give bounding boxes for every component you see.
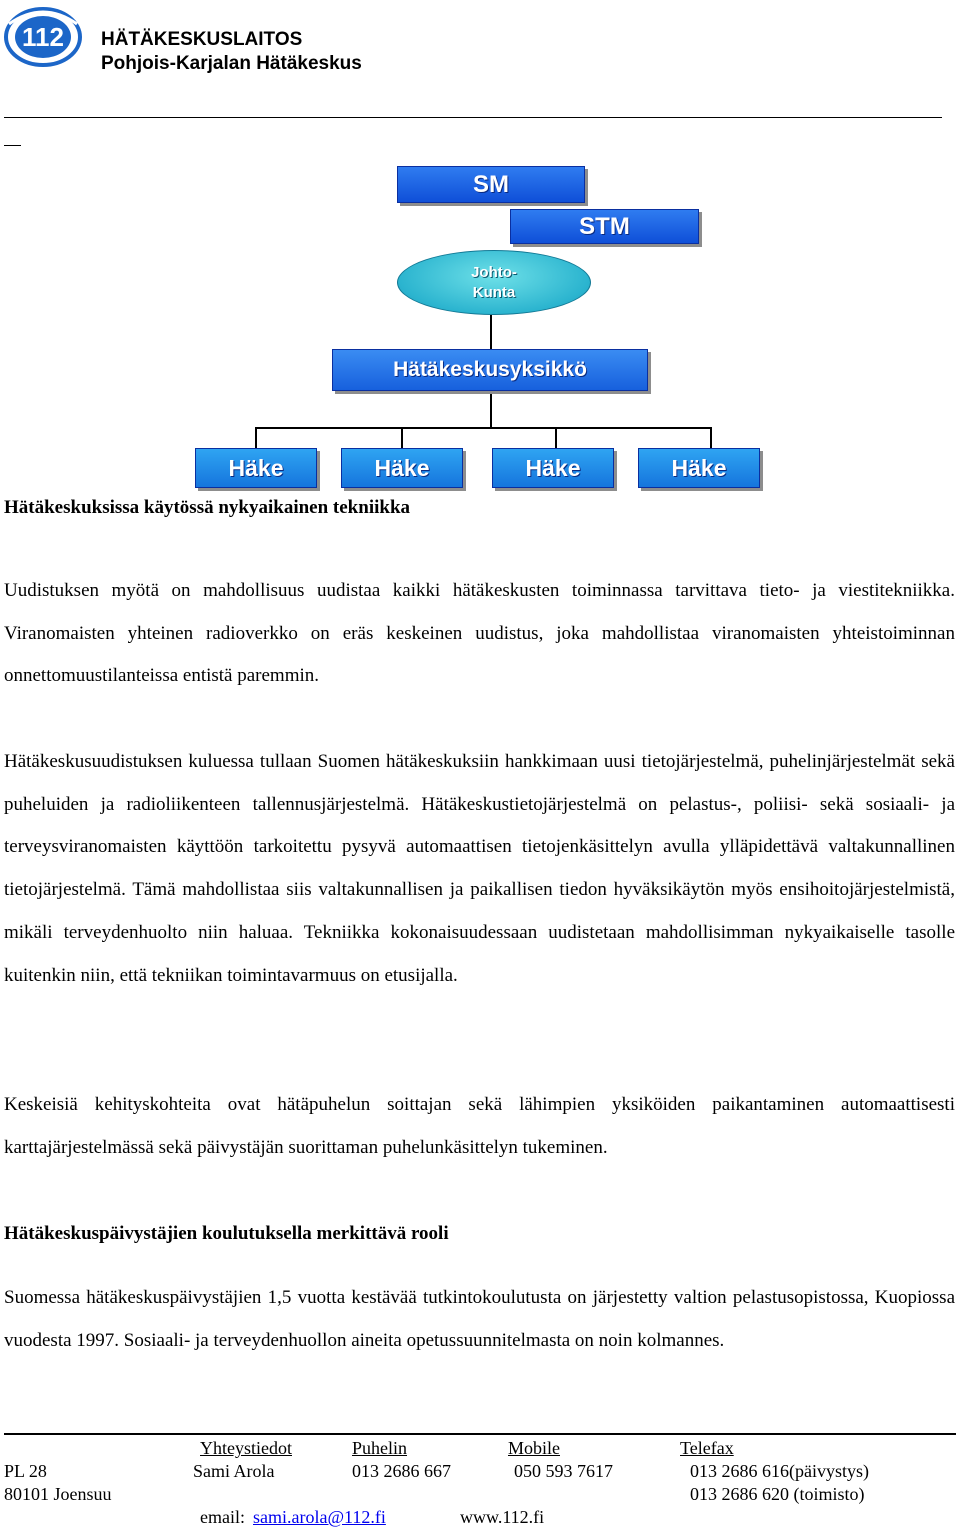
connector-hake-3 bbox=[555, 427, 557, 448]
footer-address-line2: 80101 Joensuu bbox=[4, 1484, 112, 1504]
footer-header-telefax: Telefax bbox=[680, 1438, 734, 1458]
johtokunta-line2: Kunta bbox=[472, 283, 516, 301]
org-name: HÄTÄKESKUSLAITOS bbox=[101, 29, 303, 50]
org-box-hake-4: Häke bbox=[638, 448, 760, 488]
footer-header-mobile: Mobile bbox=[508, 1438, 560, 1458]
footer-mobile: 050 593 7617 bbox=[514, 1461, 613, 1481]
paragraph-kehityskohteet: Keskeisiä kehityskohteita ovat hätäpuhelun soittajan sekä lähimpien yksiköiden paikantaminen automaattisesti karttajärjestelmässä sekä päivystäjän suorittaman puhelunkäsittelyn tukeminen. bbox=[4, 1094, 955, 1158]
footer-contact-name: Sami Arola bbox=[193, 1461, 275, 1481]
connector-trunk bbox=[490, 391, 492, 428]
header-rule-tail bbox=[4, 145, 21, 146]
footer-phone: 013 2686 667 bbox=[352, 1461, 451, 1481]
org-unit: Pohjois-Karjalan Hätäkeskus bbox=[101, 53, 362, 74]
footer-header-phone: Puhelin bbox=[352, 1438, 408, 1458]
footer-email-label: email: bbox=[200, 1507, 245, 1527]
org-box-hake-1: Häke bbox=[195, 448, 317, 488]
johtokunta-line1: Johto- bbox=[471, 263, 517, 281]
footer-rule bbox=[4, 1433, 956, 1435]
footer-telefax-2: 013 2686 620 (toimisto) bbox=[690, 1484, 865, 1504]
section-heading-koulutus: Hätäkeskuspäivystäjien koulutuksella merkittävä rooli bbox=[4, 1223, 449, 1244]
footer-website[interactable]: www.112.fi bbox=[460, 1507, 545, 1527]
org-box-hatakeskusyksikko: Hätäkeskusyksikkö bbox=[332, 349, 648, 391]
paragraph-uudistus: Uudistuksen myötä on mahdollisuus uudistaa kaikki hätäkeskusten toiminnassa tarvittava tieto- ja viestitekniikka. Viranomaisten yhteinen radioverkko on eräs keskeinen uudistus, joka mahdollistaa viranomaisten yhteistoiminnan onnettomuustilanteissa entistä paremmin. bbox=[4, 580, 955, 687]
footer-address-line1: PL 28 bbox=[4, 1461, 47, 1481]
org-box-sm: SM bbox=[397, 166, 585, 203]
connector-hake-1 bbox=[255, 427, 257, 448]
org-box-hake-3: Häke bbox=[492, 448, 614, 488]
connector-johtokunta bbox=[490, 315, 492, 349]
paragraph-tietojarjestelma: Hätäkeskusuudistuksen kuluessa tullaan Suomen hätäkeskuksiin hankkimaan uusi tietojärjestelmä, puhelinjärjestelmät sekä puheluiden ja radioliikenteen tallennusjärjestelmä. Hätäkeskustietojärjestelmä on pelastus-, poliisi- sekä sosiaali- ja terveysviranomaisten käyttöön tarkoitettu pysyvä automaattisen tietojenkäsittelyn avulla ylläpidettävä valtakunnallinen tietojärjestelmä. Tämä mahdollistaa siis valtakunnallisen ja paikallisen tiedon hyväksikäytön myös ensihoitojärjestelmistä, mikäli terveydenhuolto niin haluaa. Tekniikka kokonaisuudessaan uudistetaan mahdollisimman nykyaikaiselle tasolle kuitenkin niin, että tekniikan toimintavarmuus on etusijalla. bbox=[4, 751, 955, 986]
logo-text: 112 bbox=[22, 22, 64, 52]
connector-hake-2 bbox=[401, 427, 403, 448]
footer-telefax-1: 013 2686 616(päivystys) bbox=[690, 1461, 869, 1481]
connector-bus bbox=[255, 427, 712, 429]
org-box-stm: STM bbox=[510, 209, 699, 244]
paragraph-koulutus: Suomessa hätäkeskuspäivystäjien 1,5 vuotta kestävää tutkintokoulutusta on järjestetty valtion pelastusopistossa, Kuopiossa vuodesta 1997. Sosiaali- ja terveydenhuollon aineita opetussuunnitelmasta on noin kolmannes. bbox=[4, 1287, 955, 1351]
112-logo bbox=[3, 6, 83, 68]
org-box-hake-2: Häke bbox=[341, 448, 463, 488]
footer-header-contacts: Yhteystiedot bbox=[200, 1438, 292, 1458]
section-heading-tekniikka: Hätäkeskuksissa käytössä nykyaikainen tekniikka bbox=[4, 497, 411, 518]
connector-hake-4 bbox=[710, 427, 712, 448]
org-oval-johtokunta bbox=[397, 250, 591, 315]
header-rule bbox=[4, 117, 942, 118]
footer-email-link[interactable]: sami.arola@112.fi bbox=[253, 1507, 386, 1527]
